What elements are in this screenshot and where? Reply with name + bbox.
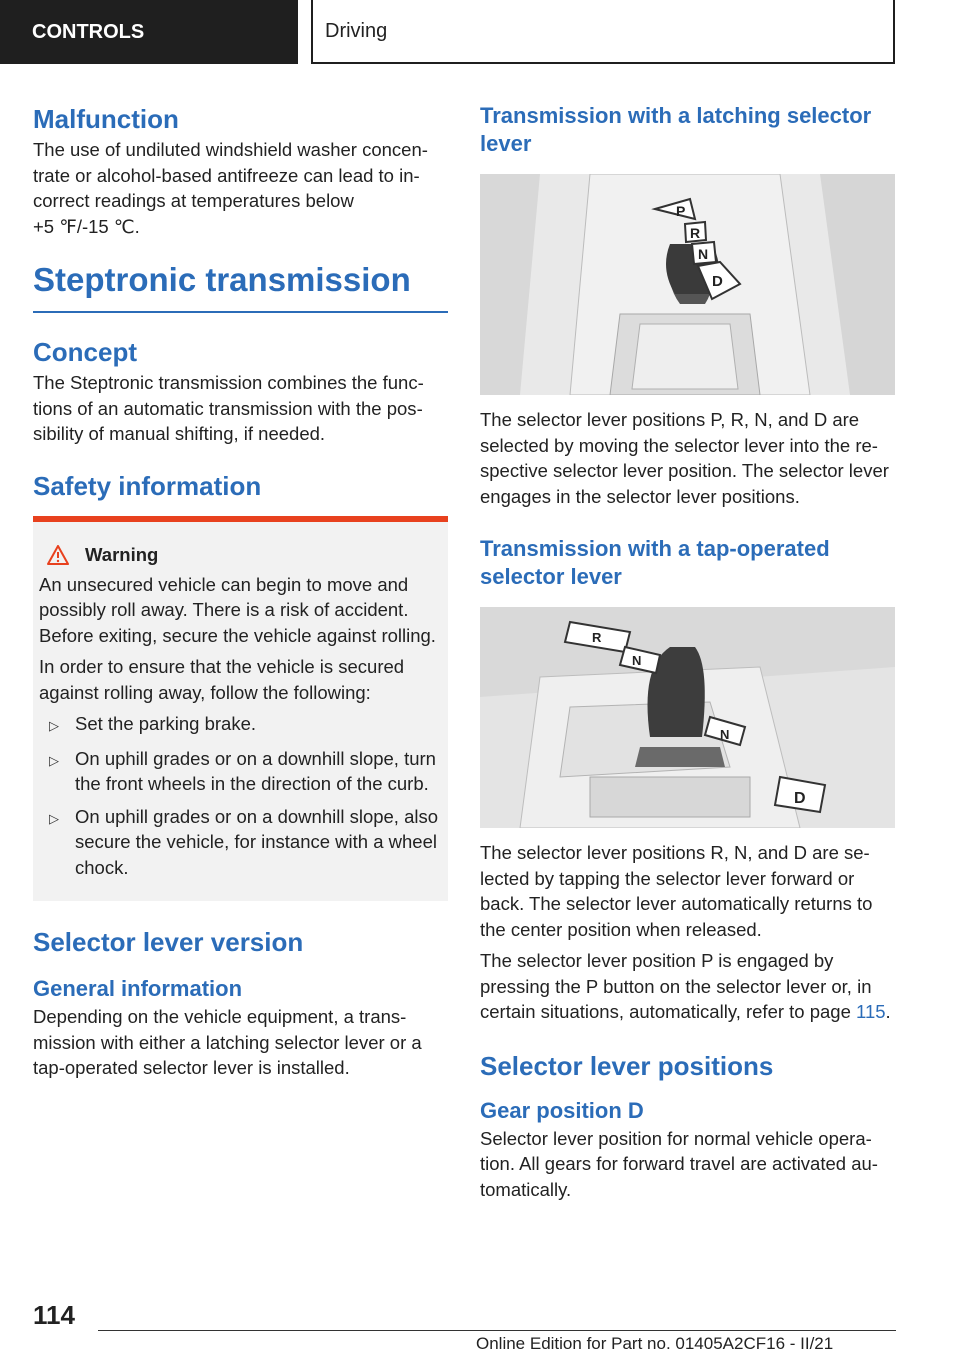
bullet-text: Set the parking brake. — [75, 713, 256, 734]
malfunction-text-temp: +5 ℉/-15 ℃. — [33, 215, 140, 237]
bullet-triangle-icon: ▷ — [49, 718, 59, 733]
warning-triangle-icon — [47, 545, 69, 565]
gear-d-text: Selector lever position for normal vehicle operation. All gears for forward travel are activated automatically. — [480, 1127, 878, 1200]
bullet-triangle-icon: ▷ — [49, 752, 59, 768]
safety-heading: Safety information — [33, 470, 262, 501]
footer-divider — [98, 1330, 896, 1331]
edition-note: Online Edition for Part no. 01405A2CF16 - II/21 — [476, 1334, 834, 1353]
warning-title — [39, 544, 440, 566]
list-item — [39, 804, 440, 881]
latching-heading: Transmission with a latching selector lever — [480, 103, 872, 156]
latching-lever-image — [480, 174, 895, 395]
latching-text: The selector lever positions P, R, N, and D are selected by moving the selector lever into the respective selector lever position. The selector lever engages in the selector lever positions. — [480, 409, 889, 507]
warning-text-2: In order to ensure that the vehicle is secured against rolling away, follow the following: — [39, 656, 405, 703]
label-n-upper: N — [632, 653, 642, 668]
label-p: P — [676, 203, 686, 219]
general-info-text: Depending on the vehicle equipment, a transmission with either a latching selector lever or a tap-operated selector lever is installed. — [33, 1006, 422, 1078]
bullet-text: On uphill grades or on a downhill slope, turn the front wheels in the direction of the curb. — [75, 747, 436, 794]
page-reference-link[interactable]: 115 — [856, 1001, 886, 1022]
section-tab: CONTROLS — [0, 0, 298, 64]
list-item — [39, 711, 440, 739]
label-d: D — [794, 790, 806, 807]
tap-text-2 — [480, 948, 895, 1025]
positions-heading: Selector lever positions — [480, 1050, 774, 1081]
label-r: R — [690, 225, 701, 241]
general-info-heading: General information — [33, 976, 243, 1001]
label-d: D — [712, 273, 723, 290]
left-column — [33, 100, 448, 1081]
chapter-title: Driving — [311, 0, 895, 64]
concept-text: The Steptronic transmission combines the functions of an automatic transmission with the possibility of manual shifting, if needed. — [33, 372, 424, 444]
section-heading-steptronic: Steptronic transmission — [33, 261, 448, 313]
tap-heading: Transmission with a tap-operated selector lever — [480, 536, 830, 589]
malfunction-heading: Malfunction — [33, 104, 179, 134]
gear-d-heading: Gear position D — [480, 1097, 644, 1123]
label-r: R — [592, 630, 602, 645]
tap-text-1: The selector lever positions R, N, and D are selected by tapping the selector lever forward or back. The selector lever automatically returns to the center position when released. — [480, 842, 873, 940]
selector-version-heading: Selector lever version — [33, 927, 304, 957]
warning-text-1: An unsecured vehicle can begin to move and possibly roll away. There is a risk of accident. Before exiting, secure the vehicle against rolling. — [39, 573, 436, 646]
warning-box — [33, 516, 448, 902]
list-item — [39, 746, 440, 797]
warning-bullet-list — [39, 711, 440, 880]
warning-title-label: Warning — [85, 543, 159, 565]
tap-lever-image — [480, 607, 895, 828]
page-number: 114 — [33, 1300, 75, 1330]
bullet-text: On uphill grades or on a downhill slope, also secure the vehicle, for instance with a wheel chock. — [75, 805, 439, 878]
label-n: N — [698, 246, 709, 262]
right-column — [480, 100, 895, 1202]
tap-text-2-end: . — [885, 1001, 891, 1022]
label-n-lower: N — [720, 727, 730, 742]
malfunction-text: The use of undiluted windshield washer concentrate or alcohol-based antifreeze can lead to incorrect readings at temperatures below — [33, 139, 428, 211]
bullet-triangle-icon: ▷ — [49, 810, 59, 826]
tap-text-2-body: The selector lever position P is engaged by pressing the P button on the selector lever or, in certain situations, automatically, refer to page — [480, 950, 872, 1022]
concept-heading: Concept — [33, 337, 137, 367]
